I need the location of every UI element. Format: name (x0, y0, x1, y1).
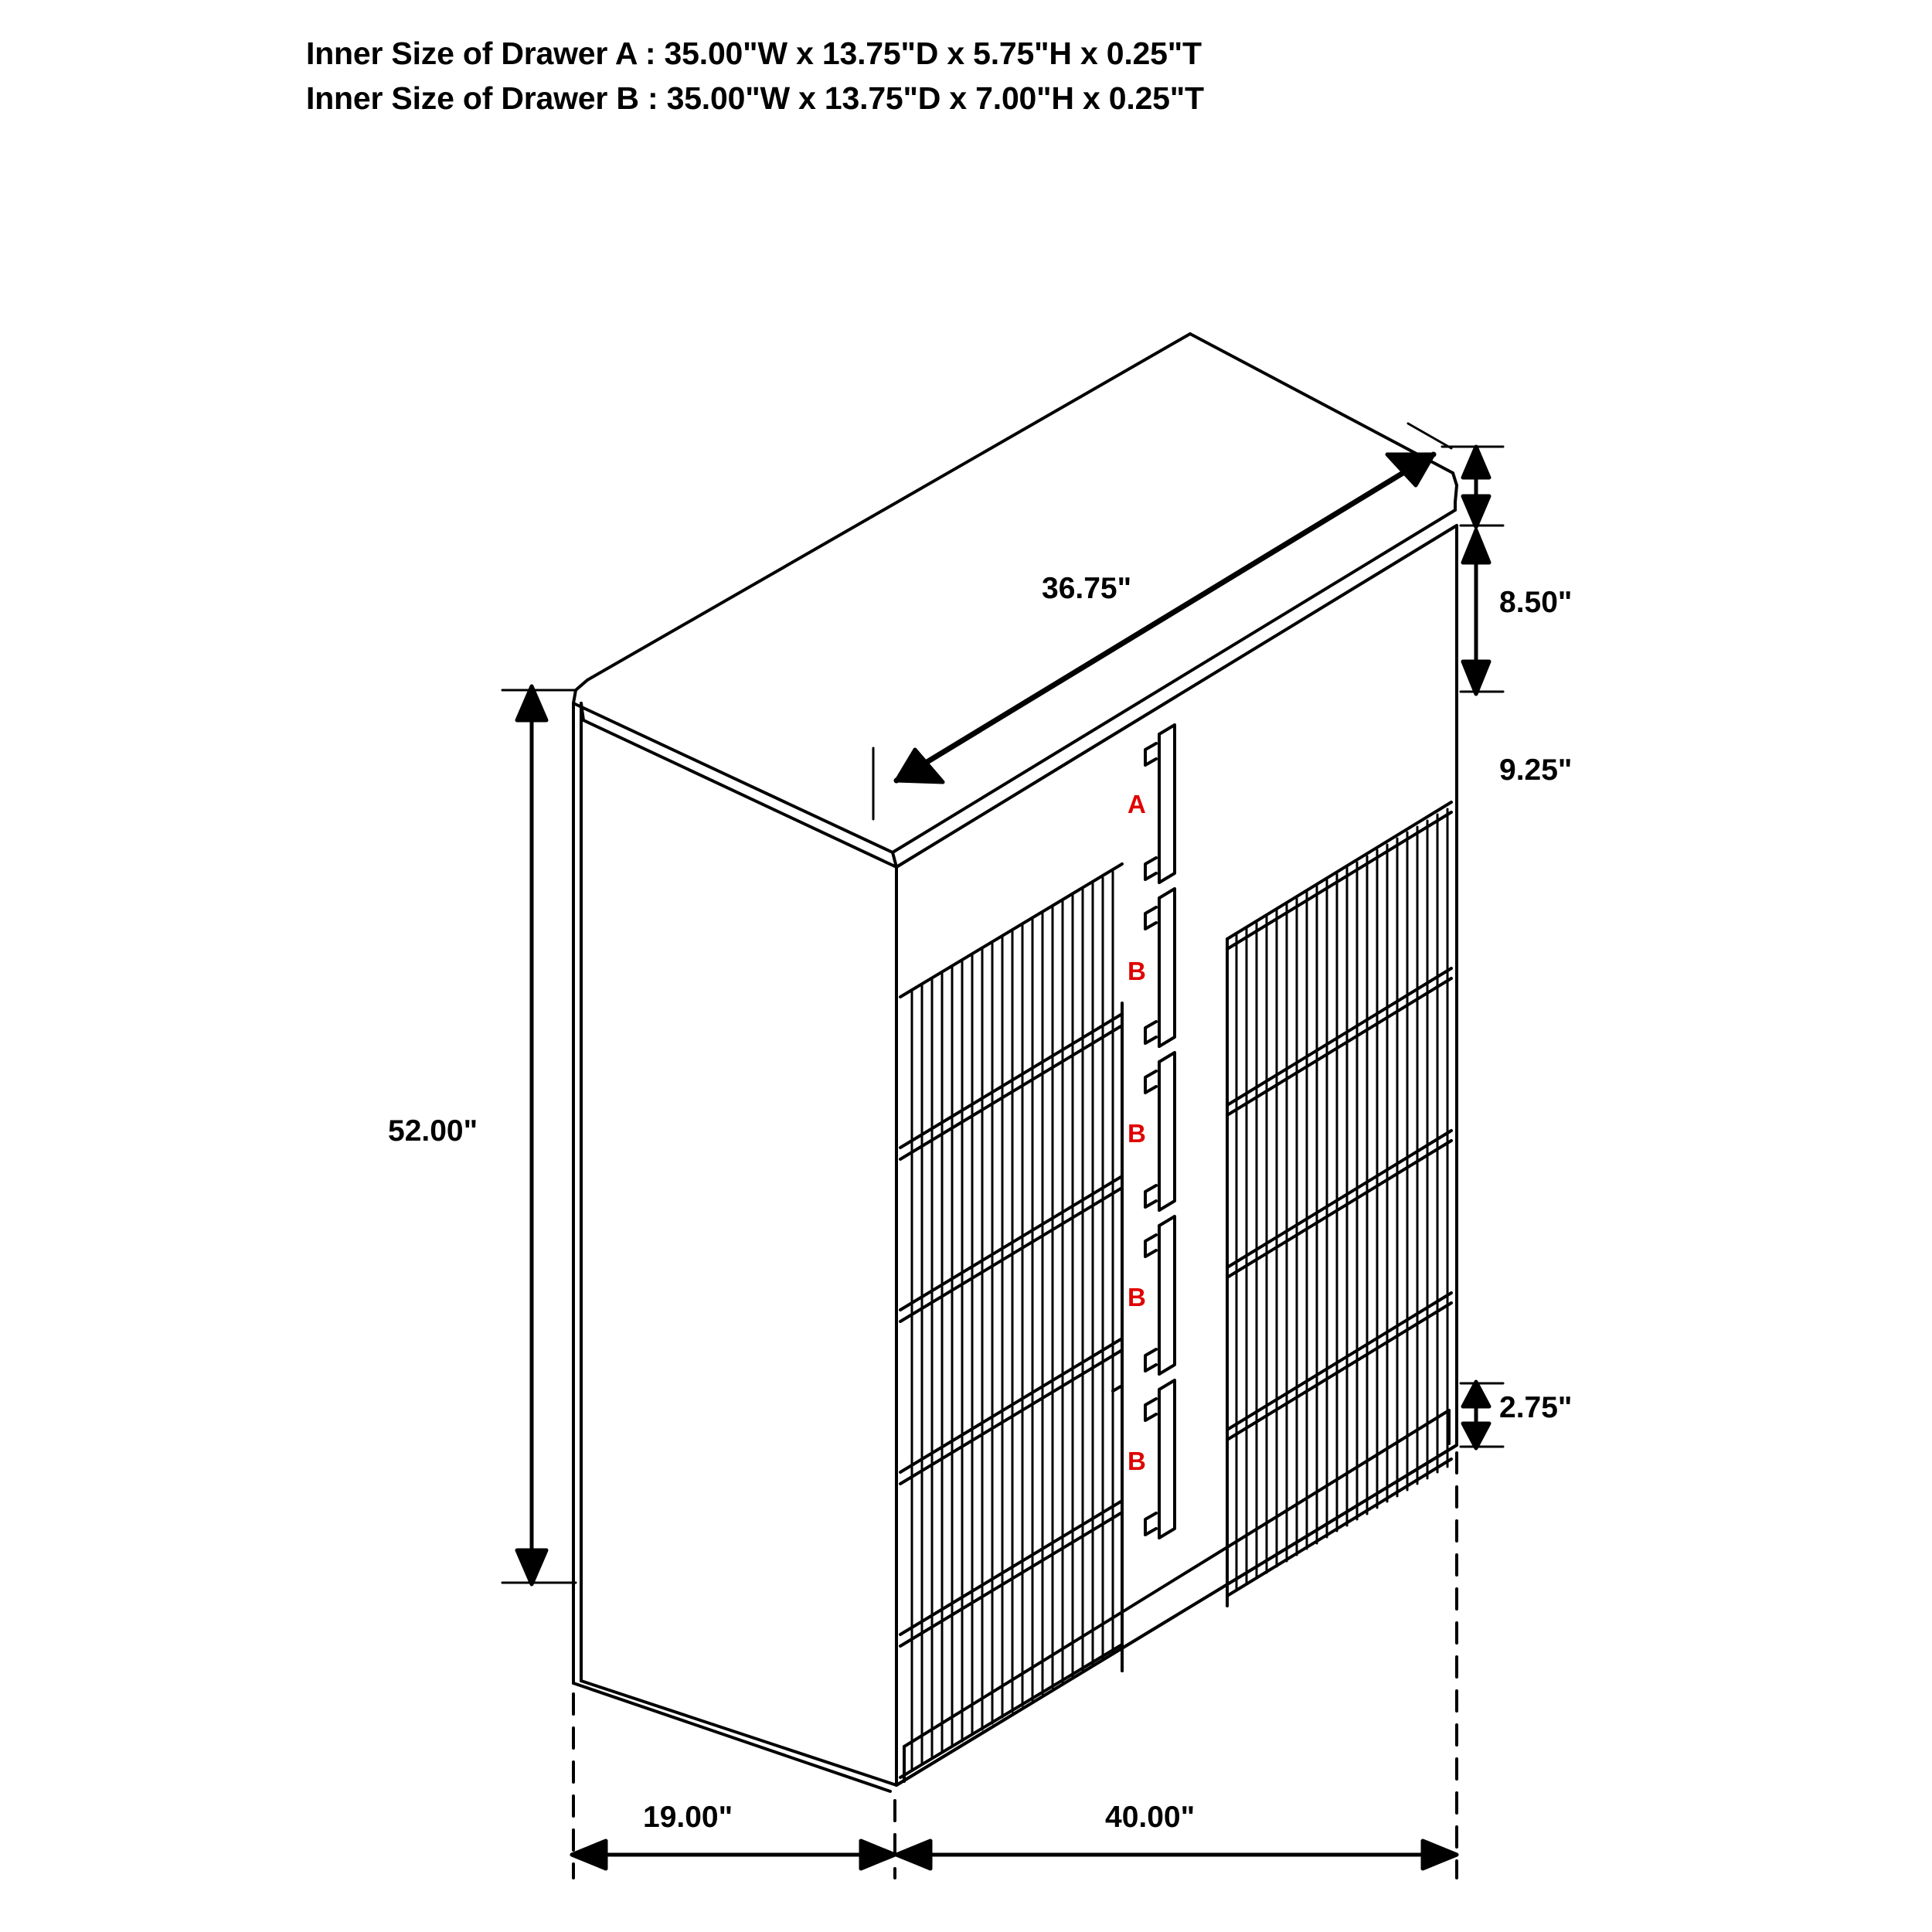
dim-19-00 (572, 1841, 895, 1869)
dim-2-75 (1463, 1382, 1489, 1448)
dim-label-9-25: 9.25" (1499, 753, 1573, 787)
dim-8-50 (1463, 447, 1489, 527)
dim-label-52-00: 52.00" (388, 1114, 478, 1148)
drawer-label-a: A (1128, 790, 1146, 818)
spec-line-drawer-a: Inner Size of Drawer A : 35.00"W x 13.75"D x 5.75"H x 0.25"T (306, 36, 1202, 71)
cabinet-left-side (573, 703, 896, 1791)
dim-9-25 (1463, 530, 1489, 694)
dim-label-2-75: 2.75" (1499, 1391, 1573, 1424)
drawer-label-b-3: B (1128, 1283, 1146, 1311)
drawer-label-b-1: B (1128, 957, 1146, 985)
dim-40-00 (896, 1841, 1457, 1869)
dim-label-40-00: 40.00" (1105, 1801, 1196, 1834)
dim-label-19-00: 19.00" (643, 1801, 733, 1834)
spec-line-drawer-b: Inner Size of Drawer B : 35.00"W x 13.75"D x 7.00"H x 0.25"T (306, 80, 1204, 117)
reeded-texture-left (912, 872, 1113, 1770)
drawer-label-b-4: B (1128, 1447, 1146, 1475)
dim-label-8-50: 8.50" (1499, 586, 1573, 619)
dim-label-top-width: 36.75" (1042, 572, 1132, 605)
drawer-label-b-2: B (1128, 1119, 1146, 1148)
dim-52-00 (502, 686, 576, 1584)
